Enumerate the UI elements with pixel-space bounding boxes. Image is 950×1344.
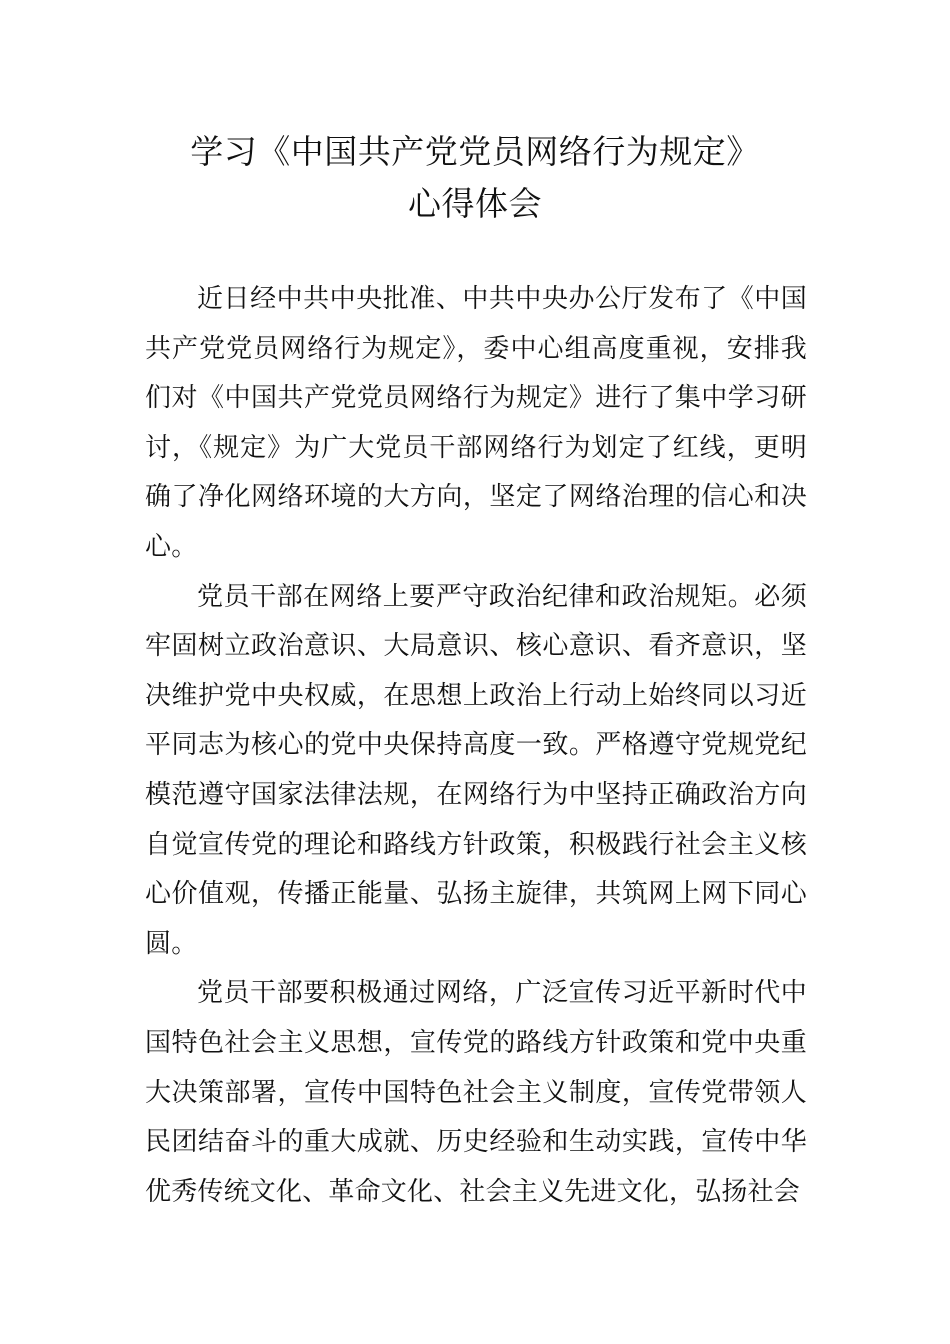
- title-line-1: 学习《中国共产党党员网络行为规定》: [190, 132, 760, 171]
- document-title: [0, 126, 950, 230]
- paragraph-1: 近日经中共中央批准、中共中央办公厅发布了《中国共产党党员网络行为规定》，委中心组高度重视，安排我们对《中国共产党党员网络行为规定》进行了集中学习研讨，《规定》为广大党员干部网络行为划定了红线，更明确了净化网络环境的大方向，坚定了网络治理的信心和决心。: [145, 284, 807, 562]
- paragraph-3: 党员干部要积极通过网络，广泛宣传习近平新时代中国特色社会主义思想，宣传党的路线方针政策和党中央重大决策部署，宣传中国特色社会主义制度，宣传党带领人民团结奋斗的重大成就、历史经验和生动实践，宣传中华优秀传统文化、革命文化、社会主义先进文化，弘扬社会: [145, 978, 807, 1207]
- document-body: [145, 275, 807, 1217]
- title-line-2: 心得体会: [408, 184, 542, 223]
- paragraph-2: 党员干部在网络上要严守政治纪律和政治规矩。必须牢固树立政治意识、大局意识、核心意识、看齐意识，坚决维护党中央权威，在思想上政治上行动上始终同以习近平同志为核心的党中央保持高度一致。严格遵守党规党纪模范遵守国家法律法规，在网络行为中坚持正确政治方向自觉宣传党的理论和路线方针政策，积极践行社会主义核心价值观，传播正能量、弘扬主旋律，共筑网上网下同心圆。: [145, 581, 807, 959]
